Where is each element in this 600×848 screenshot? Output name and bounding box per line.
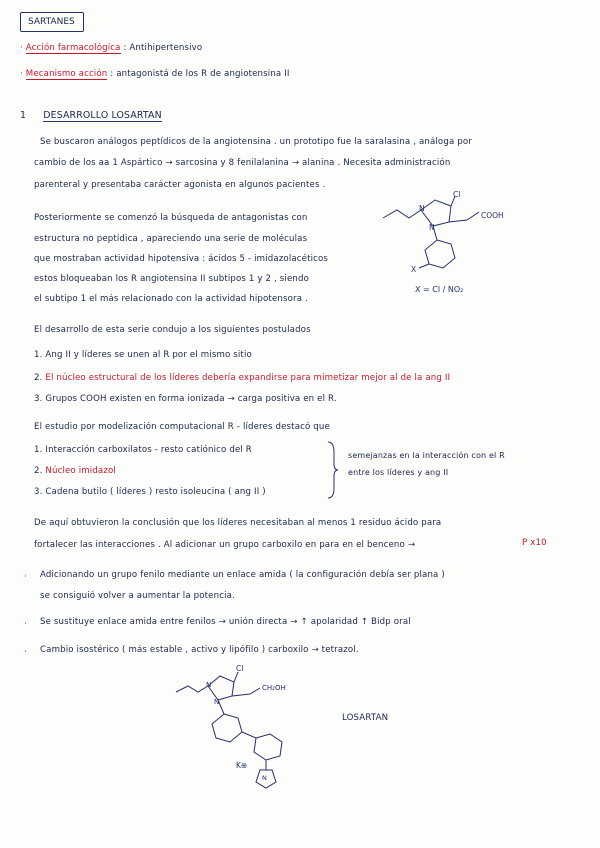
modeling-item-3 — [34, 487, 266, 498]
postulate-2-num: 2. — [34, 373, 43, 383]
modeling-3-num: 3. — [34, 487, 43, 497]
postulate-1-text: Ang II y líderes se unen al R por el mismo sitio — [45, 350, 252, 360]
para2-line-3: que mostraban actividad hipotensiva : ácidos 5 - imidazolacéticos — [34, 254, 329, 264]
brace-note-line-2: entre los líderes y ang II — [348, 468, 449, 477]
intro-sep-2: : — [110, 69, 114, 79]
bullet-dot-3: · — [24, 647, 27, 657]
para1-line-1: Se buscaron análogos peptídicos de la angiotensina . un prototipo fue la saralasina , análoga por — [40, 137, 472, 147]
bullet-1-line-2: se consiguió volver a aumentar la potencia. — [40, 591, 235, 601]
conclusion-tail: P x10 — [522, 538, 547, 548]
bullet-2-line-1: Se sustituye enlace amida entre fenilos → unión directa → ↑ apolaridad ↑ Bidp oral — [40, 617, 411, 627]
postulate-2-text: El núcleo estructural de los líderes debería expandirse para mimetizar mejor al de la ang II — [45, 373, 451, 383]
intro-label-1: Acción farmacológica — [25, 43, 121, 53]
modeling-1-num: 1. — [34, 445, 43, 455]
intro-bullet-2: · — [20, 69, 23, 79]
modeling-intro: El estudio por modelización computacional R - líderes destacó que — [34, 422, 330, 432]
para2-line-5: el subtipo 1 el más relacionado con la actividad hipotensora . — [34, 294, 308, 304]
para1-line-2: cambio de los aa 1 Aspártico → sarcosina y 8 fenilalanina → alanina . Necesita administración — [34, 158, 451, 168]
bullet-dot-2: · — [24, 619, 27, 629]
para2-line-2: estructura no peptídica , apareciendo una serie de moléculas — [34, 234, 308, 244]
section-heading — [20, 110, 162, 121]
curly-brace — [326, 440, 340, 500]
postulate-1-num: 1. — [34, 350, 43, 360]
struct2-tetrazole-n: N — [262, 774, 267, 782]
conclusion-line-2: fortalecer las interacciones . Al adicionar un grupo carboxilo en para en el benceno → — [34, 540, 416, 550]
bullet-dot-1: · — [24, 572, 27, 582]
struct2-n1: N — [206, 681, 212, 689]
intro-label-2: Mecanismo acción — [25, 69, 108, 79]
losartan-label: LOSARTAN — [342, 713, 389, 723]
para2-line-1: Posteriormente se comenzó la búsqueda de antagonistas con — [34, 213, 308, 223]
intro-sep-1: : — [123, 43, 127, 53]
intro-value-2: antagonistá de los R de angiotensina II — [116, 69, 290, 79]
postulate-2 — [34, 373, 450, 384]
conclusion-line-1: De aquí obtuvieron la conclusión que los líderes necesitaban al menos 1 residuo ácido para — [34, 518, 442, 528]
title-box — [20, 12, 84, 32]
postulate-1 — [34, 350, 252, 361]
postulates-intro: El desarrollo de esta serie condujo a los siguientes postulados — [34, 325, 311, 335]
page-title: SARTANES — [28, 17, 75, 27]
losartan-structure-diagram — [170, 660, 370, 790]
struct1-n1: N — [419, 204, 425, 213]
brace-note-line-1: semejanzas en la interacción con el R — [348, 451, 505, 460]
modeling-1-text: Interacción carboxilatos - resto catiónico del R — [45, 445, 252, 455]
section-title: DESARROLLO LOSARTAN — [43, 110, 162, 121]
struct1-x: X — [411, 265, 417, 274]
modeling-2-num: 2. — [34, 466, 43, 476]
section-number: 1 — [20, 110, 27, 121]
modeling-item-2 — [34, 466, 116, 477]
modeling-3-text: Cadena butilo ( líderes ) resto isoleucina ( ang II ) — [45, 487, 266, 497]
para1-line-3: parenteral y presentaba carácter agonista en algunos pacientes . — [34, 180, 326, 190]
modeling-2-text: Núcleo imidazol — [45, 466, 116, 476]
postulate-3-num: 3. — [34, 394, 43, 404]
intro-line-1 — [20, 43, 202, 54]
intro-line-2 — [20, 69, 290, 80]
intro-value-1: Antihipertensivo — [129, 43, 203, 53]
struct2-acid: CH₂OH — [262, 684, 286, 692]
lead-structure-diagram — [375, 188, 575, 298]
struct1-acid: COOH — [481, 211, 504, 220]
modeling-item-1 — [34, 445, 252, 456]
struct2-k: K⊕ — [236, 761, 248, 770]
intro-bullet-1: · — [20, 43, 23, 53]
struct1-legend: X = Cl / NO₂ — [415, 285, 464, 294]
bullet-3-line-1: Cambio isostérico ( más estable , activo y lipófilo ) carboxilo → tetrazol. — [40, 645, 359, 655]
struct1-n2: N — [429, 223, 435, 232]
struct1-cl: Cl — [453, 190, 461, 199]
para2-line-4: estos bloqueaban los R angiotensina II subtipos 1 y 2 , siendo — [34, 274, 309, 284]
bullet-1-line-1: Adicionando un grupo fenilo mediante un enlace amida ( la configuración debía ser plana ) — [40, 570, 445, 580]
struct2-cl: Cl — [236, 664, 244, 673]
postulate-3 — [34, 394, 337, 405]
postulate-3-text: Grupos COOH existen en forma ionizada → carga positiva en el R. — [45, 394, 337, 404]
struct2-n2: N — [214, 698, 220, 706]
